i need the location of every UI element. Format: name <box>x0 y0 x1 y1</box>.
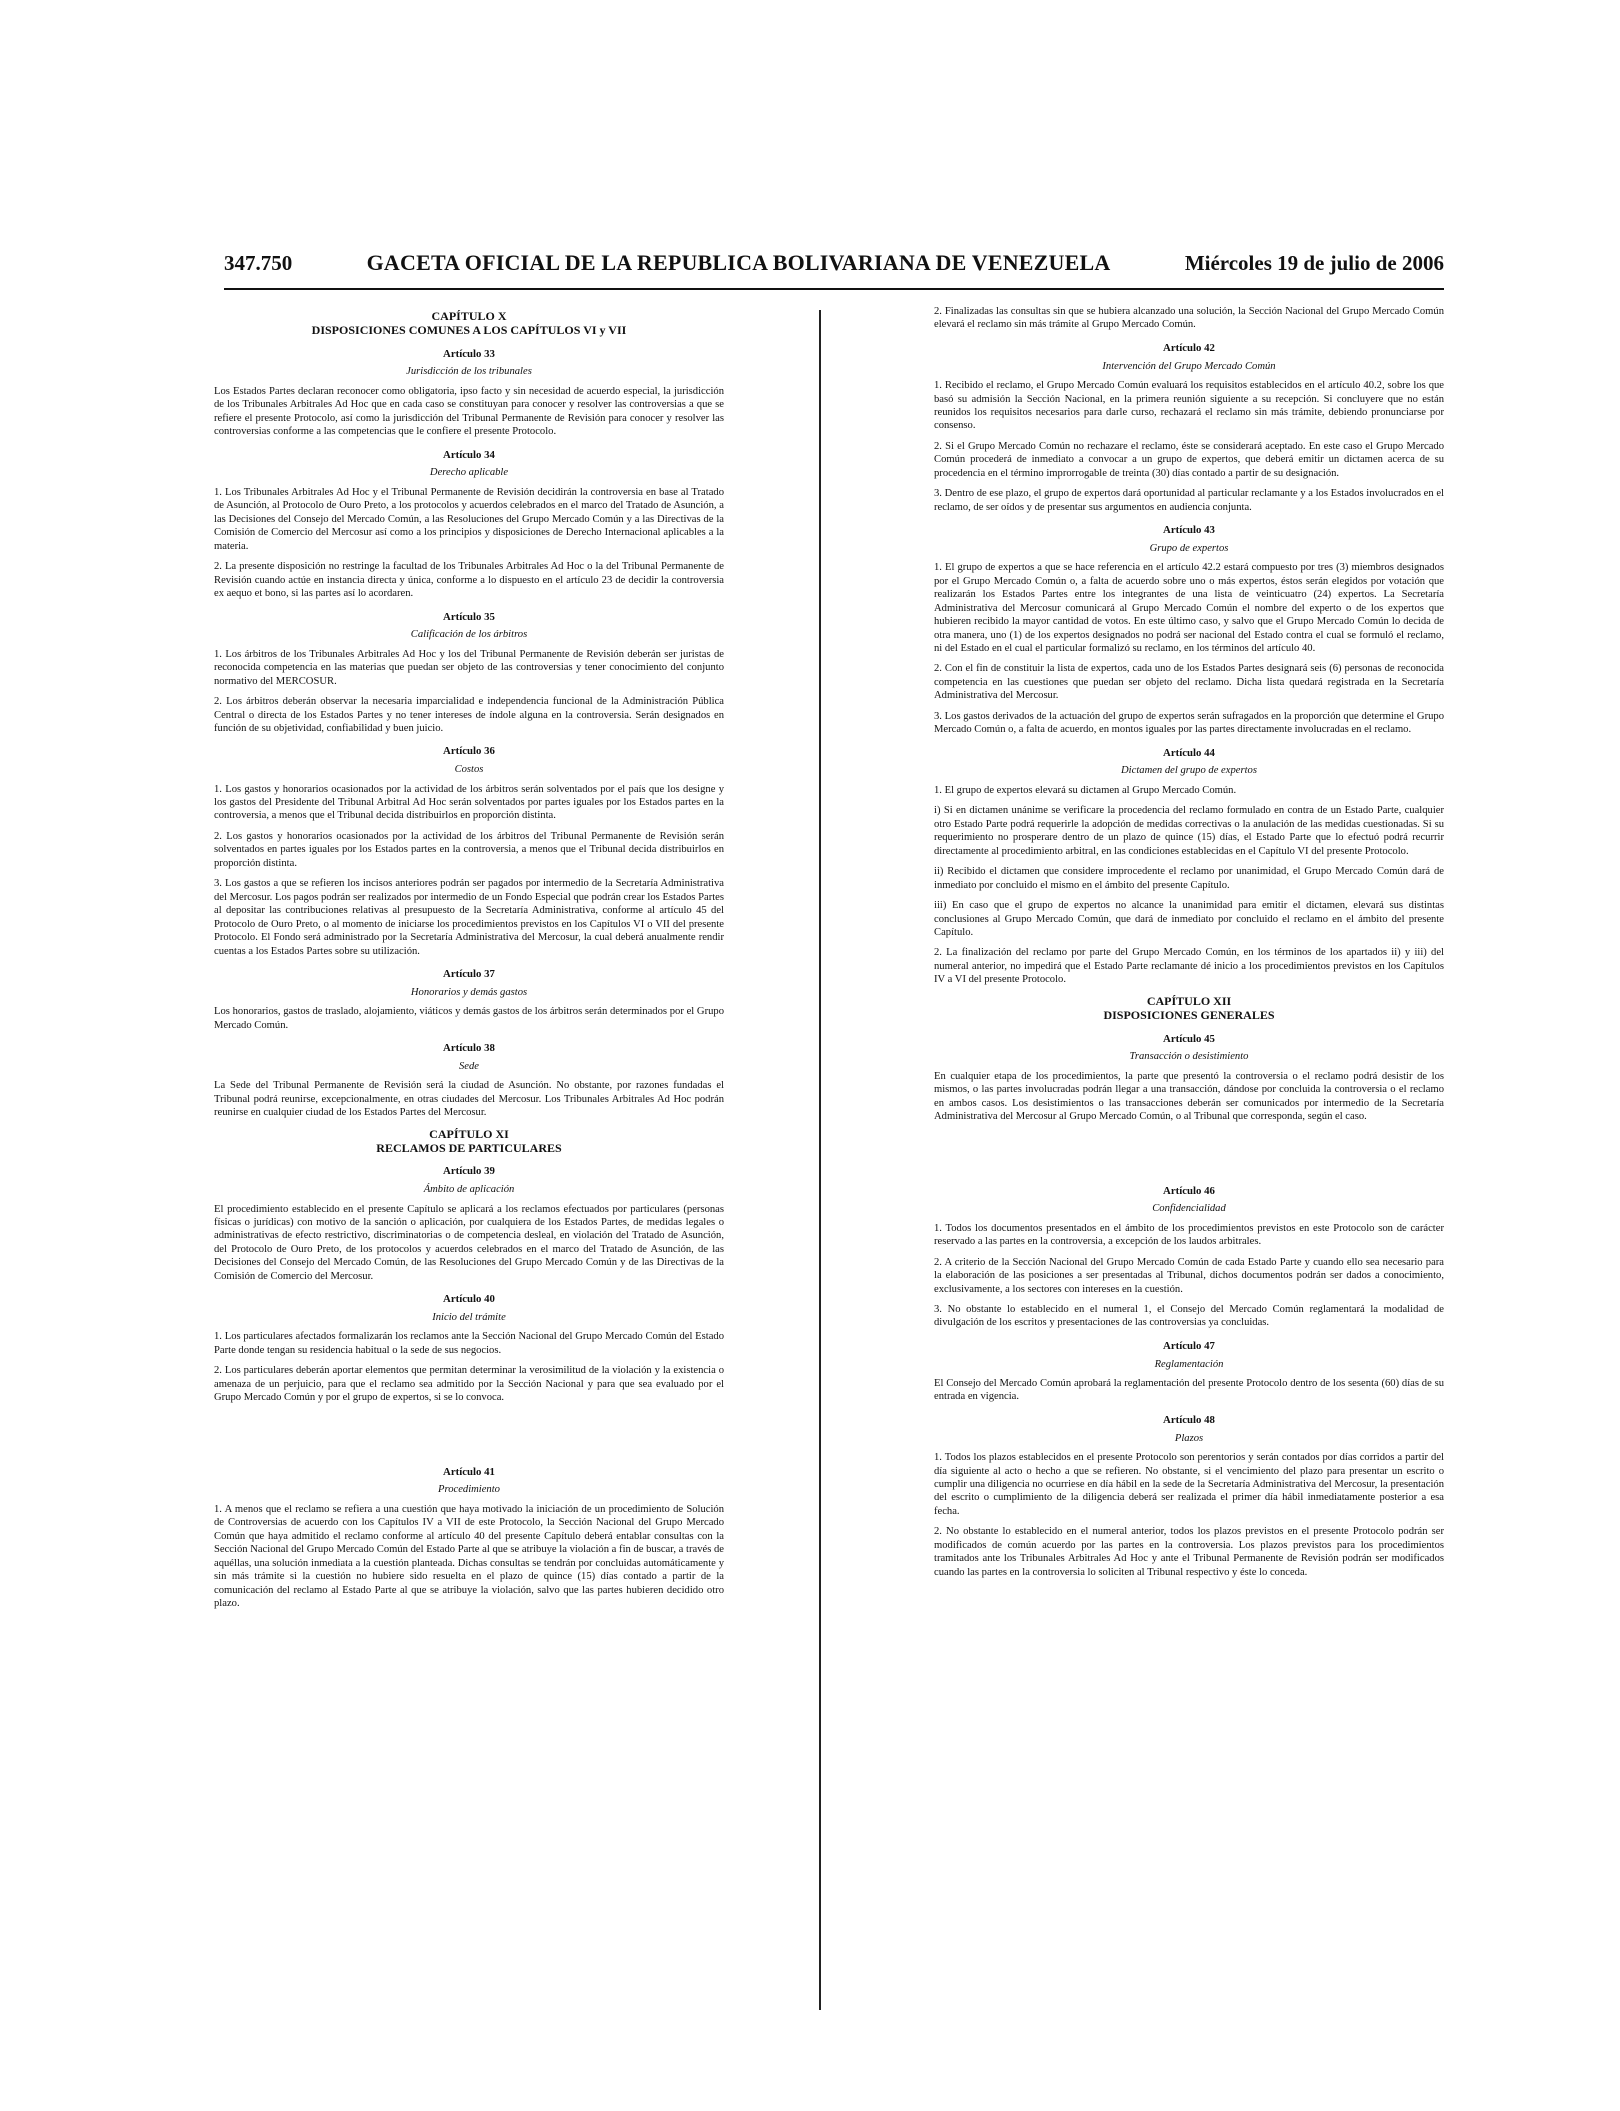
article-paragraph: 1. El grupo de expertos elevará su dictamen al Grupo Mercado Común. <box>934 784 1237 796</box>
article-paragraph: 2. Finalizadas las consultas sin que se hubiera alcanzado una solución, la Sección Nacional del Grupo Mercado Común elevará el reclamo sin más trámite al Grupo Mercado Común. <box>934 306 1444 331</box>
article-subtitle: Procedimiento <box>438 1484 500 1496</box>
article-paragraph: En cualquier etapa de los procedimientos, la parte que presentó la controversia o el reclamo podrá desistir de los mismos, o las partes involucradas podrán llegar a una transacción, dándose por concluida la controversia o el reclamo en ambos casos. Los desistimientos o las transacciones deberán ser comunicados por intermedio de la Secretaría Administrativa del Mercosur al Grupo Mercado Común, o al Tribunal que corresponda, según el caso. <box>934 1070 1444 1123</box>
article-subtitle: Costos <box>454 764 484 776</box>
article-paragraph: 2. Si el Grupo Mercado Común no rechazare el reclamo, éste se considerará aceptado. En este caso el Grupo Mercado Común procederá de inmediato a convocar a un grupo de expertos, que deberá emitir un dictamen acerca de su procedencia en el término improrrogable de treinta (30) días contado a partir de su designación. <box>934 440 1444 479</box>
article-subtitle: Calificación de los árbitros <box>410 629 528 641</box>
article-title: Artículo 42 <box>1163 341 1215 354</box>
article-paragraph: 3. Dentro de ese plazo, el grupo de expertos dará oportunidad al particular reclamante y a los Estados involucrados en el reclamo, de ser oídos y de presentar sus argumentos en audiencia conjunta. <box>934 488 1444 513</box>
article-title: Artículo 33 <box>443 347 495 360</box>
article-paragraph: 2. A criterio de la Sección Nacional del Grupo Mercado Común de cada Estado Parte y cuando ello sea necesario para la elaboración de las posiciones a ser presentadas al Tribunal, dichos documentos podrán ser dados a conocimiento, exclusivamente, a los sectores con intereses en la cuestión. <box>934 1256 1444 1295</box>
article-subtitle: Transacción o desistimiento <box>1129 1051 1249 1063</box>
article-title: Artículo 45 <box>1163 1032 1215 1045</box>
article-title: Artículo 37 <box>443 968 495 980</box>
article-subtitle: Reglamentación <box>1154 1358 1224 1370</box>
article-title: Artículo 39 <box>443 1165 495 1178</box>
chapter-heading <box>214 309 724 338</box>
article-paragraph: El procedimiento establecido en el presente Capítulo se aplicará a los reclamos efectuados por particulares (personas físicas o jurídicas) con motivo de la sanción o aplicación, por cualquiera de los Estados Partes, de medidas legales o administrativas de efecto restrictivo, discriminatorias o de competencia desleal, en violación del Tratado de Asunción, del Protocolo de Ouro Preto, de los protocolos y acuerdos celebrados en el marco del Tratado de Asunción, de las Decisiones del Consejo del Mercado Común, de las Resoluciones del Grupo Mercado Común y de las Directivas de la Comisión de Comercio del Mercosur. <box>214 1203 724 1282</box>
article-paragraph: 3. Los gastos a que se refieren los incisos anteriores podrán ser pagados por intermedio de la Secretaría Administrativa del Mercosur. Los pagos podrán ser realizados por intermedio de un Fondo Especial que podrán crear los Estados Partes al depositar las contribuciones relativas al presupuesto de la Secretaría Administrativa, conforme al artículo 45 del Protocolo de Ouro Preto, o al momento de iniciarse los procedimientos previstos en los Capítulos VI o VII del presente Protocolo. El Fondo será administrado por la Secretaría Administrativa del Mercosur, la cual deberá anualmente rendir cuentas a los Estados Partes sobre su utilización. <box>214 878 724 957</box>
article-subtitle: Jurisdicción de los tribunales <box>406 366 532 378</box>
right-column <box>934 305 1444 1586</box>
left-column <box>214 305 724 1617</box>
article-paragraph: 1. Los gastos y honorarios ocasionados por la actividad de los árbitros serán solventados por el país que los designe y los gastos del Presidente del Tribunal Arbitral Ad Hoc serán solventados por partes iguales por los Estados partes en la controversia, a menos que el Tribunal decida distribuirlos en proporción distinta. <box>214 783 724 822</box>
article-paragraph: El Consejo del Mercado Común aprobará la reglamentación del presente Protocolo dentro de los sesenta (60) días de su entrada en vigencia. <box>934 1378 1444 1403</box>
article-title: Artículo 36 <box>443 745 495 758</box>
article-subtitle: Inicio del trámite <box>432 1311 506 1323</box>
chapter-label: CAPÍTULO XI <box>429 1126 509 1141</box>
article-paragraph: 1. Todos los plazos establecidos en el presente Protocolo son perentorios y serán contados por días corridos a partir del día siguiente al acto o hecho a que se refieren. No obstante, si el vencimiento del plazo para presentar un escrito o cumplir una diligencia no ocurriese en día hábil en la sede de la Secretaría Administrativa del Mercosur, la presentación del escrito o cumplimiento de la diligencia deberá ser realizada el primer día hábil inmediatamente posterior a esa fecha. <box>934 1452 1444 1517</box>
page-number: 347.750 <box>224 251 293 275</box>
article-paragraph: 2. Con el fin de constituir la lista de expertos, cada uno de los Estados Partes designará seis (6) personas de reconocida competencia en las cuestiones que puedan ser objeto del reclamo. Dicha lista quedará registrada en la Secretaría Administrativa del Mercosur. <box>934 663 1444 702</box>
article-paragraph: 1. Recibido el reclamo, el Grupo Mercado Común evaluará los requisitos establecidos en el artículo 40.2, sobre los que basó su admisión la Sección Nacional, en la primera reunión siguiente a su recepción. Si concluyere que no están reunidos los requisitos necesarios para darle curso, rechazará el reclamo sin más trámite, debiendo pronunciarse por consenso. <box>934 380 1444 432</box>
article-paragraph: 3. No obstante lo establecido en el numeral 1, el Consejo del Mercado Común reglamentará la modalidad de divulgación de los escritos y presentaciones de las controversias ya concluidas. <box>934 1303 1444 1329</box>
article-title: Artículo 35 <box>443 610 495 623</box>
article-paragraph: 1. Todos los documentos presentados en el ámbito de los procedimientos previstos en este Protocolo son de carácter reservado a las partes en la controversia, a excepción de los laudos arbitrales. <box>934 1222 1444 1248</box>
publication-date: Miércoles 19 de julio de 2006 <box>1184 251 1444 275</box>
chapter-label: CAPÍTULO X <box>431 309 507 323</box>
article-subtitle: Grupo de expertos <box>1149 542 1229 554</box>
chapter-label: CAPÍTULO XII <box>1146 993 1232 1008</box>
article-subtitle: Confidencialidad <box>1152 1203 1226 1215</box>
article-paragraph: 1. Los árbitros de los Tribunales Arbitrales Ad Hoc y los del Tribunal Permanente de Revisión deberán ser juristas de reconocida competencia en las materias que puedan ser objeto de las controversias y tener conocimiento del conjunto normativo del MERCOSUR. <box>214 648 724 687</box>
article-paragraph: 2. La presente disposición no restringe la facultad de los Tribunales Arbitrales Ad Hoc o la del Tribunal Permanente de Revisión cuando actúe en instancia directa y única, conforme a lo dispuesto en el artículo 23 de decidir la controversia ex aequo et bono, si las partes así lo acordaren. <box>214 561 724 600</box>
article-paragraph: 2. La finalización del reclamo por parte del Grupo Mercado Común, en los términos de los apartados ii) y iii) del numeral anterior, no impedirá que el Estado Parte reclamante dé inicio a los procedimientos previstos en los Capítulos IV a VI del presente Protocolo. <box>934 947 1444 986</box>
article-title: Artículo 46 <box>1163 1184 1215 1197</box>
article-subtitle: Honorarios y demás gastos <box>410 986 528 998</box>
chapter-title: RECLAMOS DE PARTICULARES <box>376 1140 562 1155</box>
page-header <box>224 250 1444 284</box>
article-paragraph: 2. Los árbitros deberán observar la necesaria imparcialidad e independencia funcional de la Administración Pública Central o directa de los Estados Partes y no tener intereses de índole alguna en la controversia. Serán designados en función de su objetividad, confiabilidad y buen juicio. <box>214 696 724 734</box>
article-subtitle: Intervención del Grupo Mercado Común <box>1102 360 1276 372</box>
article-paragraph: Los honorarios, gastos de traslado, alojamiento, viáticos y demás gastos de los árbitros serán determinados por el Grupo Mercado Común. <box>214 1006 724 1031</box>
article-title: Artículo 41 <box>443 1465 495 1478</box>
chapter-heading <box>934 994 1444 1023</box>
article-paragraph: iii) En caso que el grupo de expertos no alcance la unanimidad para emitir el dictamen, elevará sus distintas conclusiones al Grupo Mercado Común, que dará de inmediato por concluido el reclamo en el ámbito del presente Capítulo. <box>934 900 1444 938</box>
article-subtitle: Sede <box>459 1060 479 1072</box>
article-paragraph: 2. No obstante lo establecido en el numeral anterior, todos los plazos previstos en el presente Protocolo podrán ser modificados de común acuerdo por las partes en la controversia. Los plazos previstos para los procedimientos tramitados ante los Tribunales Arbitrales Ad Hoc y ante el Tribunal Permanente de Revisión podrán ser modificados cuando las partes en la controversia lo soliciten al Tribunal respectivo y éste lo conceda. <box>934 1526 1444 1578</box>
article-title: Artículo 44 <box>1163 746 1215 759</box>
article-subtitle: Dictamen del grupo de expertos <box>1121 765 1257 777</box>
chapter-heading <box>214 1127 724 1156</box>
spacer <box>934 1131 1444 1175</box>
article-title: Artículo 47 <box>1163 1339 1215 1352</box>
article-paragraph: 1. El grupo de expertos a que se hace referencia en el artículo 42.2 estará compuesto por tres (3) miembros designados por el Grupo Mercado Común o, a falta de acuerdo sobre uno o más expertos, éstos serán elegidos por votación que realizarán los Estados Partes entre los integrantes de una lista de veinticuatro (24) expertos. La Secretaría Administrativa del Mercosur comunicará al Grupo Mercado Común el nombre del experto o de los expertos que hubieren recibido la mayor cantidad de votos. En este último caso, y salvo que el Grupo Mercado Común lo decida de otra manera, uno (1) de los expertos designados no podrá ser nacional del Estado contra el cual se formuló el reclamo, ni del Estado en el cual el particular formalizó su reclamo, en los términos del artículo 40. <box>934 562 1444 655</box>
article-paragraph: i) Si en dictamen unánime se verificare la procedencia del reclamo formulado en contra de un Estado Parte, cualquier otro Estado Parte podrá requerirle la adopción de medidas correctivas o la anulación de las medidas cuestionadas. Si su requerimiento no prosperare dentro de un plazo de quince (15) días, el Estado Parte que lo efectuó podrá recurrir directamente al procedimiento arbitral, en las condiciones establecidas en el Capítulo VI del presente Protocolo. <box>934 805 1444 857</box>
article-title: Artículo 40 <box>443 1293 495 1306</box>
chapter-title: DISPOSICIONES GENERALES <box>1103 1008 1275 1023</box>
article-paragraph: 3. Los gastos derivados de la actuación del grupo de expertos serán sufragados en la proporción que determine el Grupo Mercado Común o, a falta de acuerdo, en montos iguales por las partes directamente involucradas en el reclamo. <box>934 710 1444 736</box>
article-title: Artículo 38 <box>443 1042 495 1055</box>
article-subtitle: Plazos <box>1174 1432 1204 1444</box>
article-title: Artículo 48 <box>1163 1413 1215 1426</box>
gazette-title: GACETA OFICIAL DE LA REPUBLICA BOLIVARIANA DE VENEZUELA <box>366 250 1111 275</box>
article-paragraph: 2. Los gastos y honorarios ocasionados por la actividad de los árbitros del Tribunal Permanente de Revisión serán solventados en partes iguales por los Estados partes en la controversia, a menos que el Tribunal decida distribuirlos en proporción distinta. <box>214 830 724 869</box>
article-title: Artículo 43 <box>1163 524 1215 537</box>
spacer <box>214 1412 724 1456</box>
article-paragraph: Los Estados Partes declaran reconocer como obligatoria, ipso facto y sin necesidad de acuerdo especial, la jurisdicción de los Tribunales Arbitrales Ad Hoc que en cada caso se constituyan para conocer y resolver las controversias a que se refiere el presente Protocolo, así como la jurisdicción del Tribunal Permanente de Revisión para conocer y resolver las controversias conforme a las competencias que le confiere el presente Protocolo. <box>214 385 724 438</box>
column-divider <box>819 310 821 2010</box>
article-paragraph: La Sede del Tribunal Permanente de Revisión será la ciudad de Asunción. No obstante, por razones fundadas el Tribunal podrá reunirse, excepcionalmente, en otras ciudades del Mercosur. Los Tribunales Arbitrales Ad Hoc podrán reunirse en cualquier ciudad de los Estados Partes del Mercosur. <box>214 1080 724 1119</box>
article-subtitle: Derecho aplicable <box>429 467 509 479</box>
article-paragraph: 1. Los Tribunales Arbitrales Ad Hoc y el Tribunal Permanente de Revisión decidirán la controversia en base al Tratado de Asunción, al Protocolo de Ouro Preto, a los protocolos y acuerdos celebrados en el marco del Tratado de Asunción, a las Decisiones del Consejo del Mercado Común, a las Resoluciones del Grupo Mercado Común y a las Directivas de la Comisión de Comercio del Mercosur así como a los principios y disposiciones de Derecho Internacional aplicables a la materia. <box>214 486 724 552</box>
article-paragraph: 1. A menos que el reclamo se refiera a una cuestión que haya motivado la iniciación de un procedimiento de Solución de Controversias de acuerdo con los Capítulos IV a VII de este Protocolo, la Sección Nacional del Grupo Mercado Común que haya admitido el reclamo conforme al artículo 40 del presente Capítulo deberá entablar consultas con la Sección Nacional del Grupo Mercado Común del Estado Parte al que se atribuye la violación a fin de buscar, a través de aquéllas, una solución inmediata a la cuestión planteada. Dichas consultas se tendrán por concluidas automáticamente y sin más trámite si la cuestión no hubiere sido resuelta en el plazo de quince (15) días contado a partir de la comunicación del reclamo al Estado Parte al que se atribuye la violación, salvo que las partes hubieren decidido otro plazo. <box>214 1503 724 1609</box>
article-subtitle: Ámbito de aplicación <box>423 1184 515 1196</box>
article-paragraph: 2. Los particulares deberán aportar elementos que permitan determinar la verosimilitud de la violación y la existencia o amenaza de un perjuicio, para que el reclamo sea admitido por la Sección Nacional y para que sea evaluado por el Grupo Mercado Común y por el grupo de expertos, si se lo convoca. <box>214 1365 724 1404</box>
header-rule <box>224 288 1444 290</box>
article-paragraph: ii) Recibido el dictamen que considere improcedente el reclamo por unanimidad, el Grupo Mercado Común dará de inmediato por concluido el mismo en el ámbito del presente Capítulo. <box>934 866 1444 891</box>
article-paragraph: 1. Los particulares afectados formalizarán los reclamos ante la Sección Nacional del Grupo Mercado Común del Estado Parte donde tengan su residencia habitual o la sede de sus negocios. <box>214 1331 724 1356</box>
article-title: Artículo 34 <box>443 448 495 461</box>
chapter-title: DISPOSICIONES COMUNES A LOS CAPÍTULOS VI y VII <box>311 323 627 338</box>
